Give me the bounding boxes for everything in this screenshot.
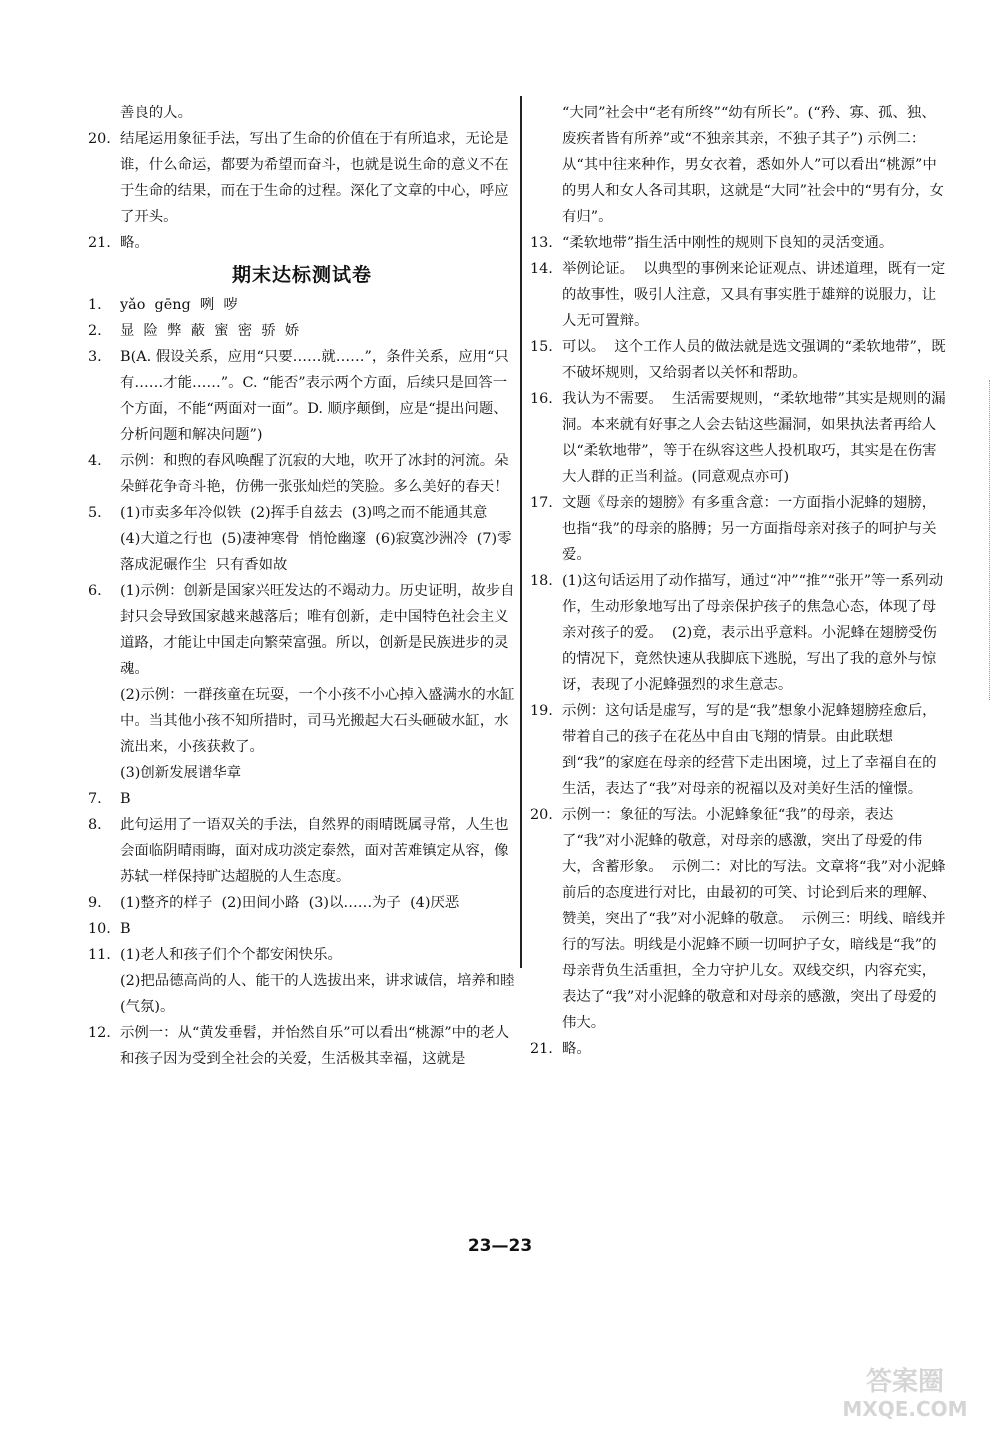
- answer-text: (1)这句话运用了动作描写，通过“冲”“推”“张开”等一系列动作，生动形象地写出了母亲保护孩子的焦急心态，体现了母亲对孩子的爱。 (2)竟，表示出乎意料。小泥蜂在翅膀受伤的情况下，竟然快速从我脚底下逃脱，写出了我的意外与惊讶，表现了小泥蜂强烈的求生意志。: [562, 573, 944, 693]
- answer-item: [88, 916, 516, 942]
- answer-text: 示例一：从“黄发垂髫，并怡然自乐”可以看出“桃源”中的老人和孩子因为受到全社会的关爱，生活极其幸福，这就是: [120, 1025, 510, 1067]
- answer-item: [88, 344, 516, 448]
- answer-number: 21.: [88, 235, 111, 251]
- answer-text: B(A. 假设关系，应用“只要……就……”，条件关系，应用“只有……才能……”。C. “能否”表示两个方面，后续只是回答一个方面，不能“两面对一面”。D. 顺序颠倒，应是“提出问题、分析问题和解决问题”): [120, 349, 509, 443]
- answer-list: [530, 230, 950, 1062]
- answer-text: 示例：这句话是虚写，写的是“我”想象小泥蜂翅膀痊愈后，带着自己的孩子在花丛中自由飞翔的情景。由此联想到“我”的家庭在母亲的经营下走出困境，过上了幸福自在的生活，表达了“我”对母亲的祝福以及对美好生活的憧憬。: [562, 703, 937, 797]
- answer-number: 4.: [88, 453, 102, 469]
- answer-list-before: [88, 126, 516, 256]
- answer-number: 14.: [530, 261, 553, 277]
- section-title: 期末达标测试卷: [231, 264, 372, 286]
- answer-number: 18.: [530, 573, 553, 589]
- answer-text: 文题《母亲的翅膀》有多重含意：一方面指小泥蜂的翅膀，也指“我”的母亲的胳膊；另一方面指母亲对孩子的呵护与关爱。: [562, 495, 937, 563]
- answer-number: 7.: [88, 791, 102, 807]
- answer-item: [530, 802, 950, 1036]
- column-divider: [520, 96, 522, 968]
- answer-item: [88, 230, 516, 256]
- answer-item: [88, 812, 516, 890]
- answer-number: 6.: [88, 583, 102, 599]
- answer-item: [88, 578, 516, 786]
- answer-text: 略。: [562, 1041, 591, 1057]
- answer-item: [530, 698, 950, 802]
- answer-item: [88, 126, 516, 230]
- answer-item: [88, 890, 516, 916]
- answer-number: 3.: [88, 349, 102, 365]
- answer-text: yǎo gēng 咧 哕: [120, 297, 238, 313]
- answer-number: 20.: [88, 131, 111, 147]
- continued-text: “大同”社会中“老有所终”“幼有所长”。(“矜、寡、孤、独、废疾者皆有所养”或“不独亲其亲，不独子其子”) 示例二：从“其中往来种作，男女衣着，悉如外人”可以看出“桃源”中的男人和女人各司其职，这就是“大同”社会中的“男有分，女有归”。: [562, 105, 944, 225]
- answer-subpart: (3)创新发展谱华章: [120, 765, 242, 781]
- answer-item: [530, 334, 950, 386]
- answer-text: 示例：和煦的春风唤醒了沉寂的大地，吹开了冰封的河流。朵朵鲜花争奇斗艳，仿佛一张张灿烂的笑脸。多么美好的春天！: [120, 453, 509, 495]
- answer-text: B: [120, 791, 131, 807]
- answer-item: [530, 230, 950, 256]
- answer-text: (1)老人和孩子们个个都安闲快乐。: [120, 947, 342, 963]
- answer-number: 9.: [88, 895, 102, 911]
- watermark-logo: [820, 1360, 990, 1422]
- answer-number: 2.: [88, 323, 102, 339]
- answer-number: 21.: [530, 1041, 553, 1057]
- answer-item: [530, 386, 950, 490]
- answer-item: [88, 448, 516, 500]
- answer-text: 略。: [120, 235, 149, 251]
- right-column: [530, 100, 950, 1062]
- answer-list-after: [88, 292, 516, 1072]
- answer-text: B: [120, 921, 131, 937]
- answer-text: “柔软地带”指生活中刚性的规则下良知的灵活变通。: [562, 235, 894, 251]
- answer-item: [530, 490, 950, 568]
- page-number: 23—23: [467, 1236, 533, 1256]
- answer-number: 13.: [530, 235, 553, 251]
- answer-item: [88, 318, 516, 344]
- watermark-line2: MXQE.COM: [842, 1397, 968, 1421]
- answer-number: 1.: [88, 297, 102, 313]
- answer-item: [530, 256, 950, 334]
- answer-number: 8.: [88, 817, 102, 833]
- answer-item: [88, 786, 516, 812]
- answer-item: [88, 1020, 516, 1072]
- continued-text: 善良的人。: [120, 105, 192, 121]
- answer-item: [88, 500, 516, 578]
- answer-subpart: (2)示例：一群孩童在玩耍，一个小孩不小心掉入盛满水的水缸中。当其他小孩不知所措时，司马光搬起大石头砸破水缸，水流出来，小孩获救了。: [120, 687, 515, 755]
- answer-text: 结尾运用象征手法，写出了生命的价值在于有所追求，无论是谁，什么命运，都要为希望而奋斗，也就是说生命的意义不在于生命的结果，而在于生命的过程。深化了文章的中心，呼应了开头。: [120, 131, 509, 225]
- answer-number: 16.: [530, 391, 553, 407]
- answer-item: [88, 292, 516, 318]
- answer-text: 显 险 弊 蔽 蜜 密 骄 娇: [120, 323, 300, 339]
- answer-text: 举例论证。 以典型的事例来论证观点、讲述道理，既有一定的故事性，吸引人注意，又具有事实胜于雄辩的说服力，让人无可置辩。: [562, 261, 946, 329]
- answer-number: 10.: [88, 921, 111, 937]
- answer-text: (1)整齐的样子 (2)田间小路 (3)以……为子 (4)厌恶: [120, 895, 460, 911]
- answer-item: [88, 942, 516, 1020]
- answer-text: (1)示例：创新是国家兴旺发达的不竭动力。历史证明，故步自封只会导致国家越来越落后；唯有创新，走中国特色社会主义道路，才能让中国走向繁荣富强。所以，创新是民族进步的灵魂。: [120, 583, 515, 677]
- answer-number: 20.: [530, 807, 553, 823]
- answer-item: [530, 568, 950, 698]
- answer-text: 可以。 这个工作人员的做法就是选文强调的“柔软地带”，既不破坏规则，又给弱者以关怀和帮助。: [562, 339, 946, 381]
- answer-text: 示例一：象征的写法。小泥蜂象征“我”的母亲，表达了“我”对小泥蜂的敬意，对母亲的感激，突出了母爱的伟大，含蓄形象。 示例二：对比的写法。文章将“我”对小泥蜂前后的态度进行对比，由最初的可笑、讨论到后来的理解、赞美，突出了“我”对小泥蜂的敬意。 示例三：明线、暗线并行的写法。明线是小泥蜂不顾一切呵护子女，暗线是“我”的母亲背负生活重担，全力守护儿女。双线交织，内容充实，表达了“我”对小泥蜂的敬意和对母亲的感激，突出了母爱的伟大。: [562, 807, 946, 1031]
- answer-item: [530, 1036, 950, 1062]
- answer-text: 此句运用了一语双关的手法，自然界的雨晴既属寻常，人生也会面临阴晴雨晦，面对成功淡定泰然，面对苦难镇定从容，像苏轼一样保持旷达超脱的人生态度。: [120, 817, 509, 885]
- answer-text: (1)市卖多年冷似铁 (2)挥手自兹去 (3)鸣之而不能通其意 (4)大道之行也 (5)凄神寒骨 悄怆幽邃 (6)寂寞沙洲冷 (7)零落成泥碾作尘 只有香如故: [120, 505, 512, 573]
- answer-number: 5.: [88, 505, 102, 521]
- answer-number: 15.: [530, 339, 553, 355]
- left-column: [88, 100, 516, 1072]
- scan-edge-mark: [989, 380, 994, 700]
- answer-subpart: (2)把品德高尚的人、能干的人选拔出来，讲求诚信，培养和睦(气氛)。: [120, 973, 515, 1015]
- answer-text: 我认为不需要。 生活需要规则，“柔软地带”其实是规则的漏洞。本来就有好事之人会去钻这些漏洞，如果执法者再给人以“柔软地带”，等于在纵容这些人投机取巧，其实是在伤害大人群的正当利益。(同意观点亦可): [562, 391, 946, 485]
- answer-number: 19.: [530, 703, 553, 719]
- answer-number: 12.: [88, 1025, 111, 1041]
- watermark-line1: 答案圈: [865, 1367, 945, 1397]
- answer-number: 11.: [88, 947, 111, 963]
- answer-number: 17.: [530, 495, 553, 511]
